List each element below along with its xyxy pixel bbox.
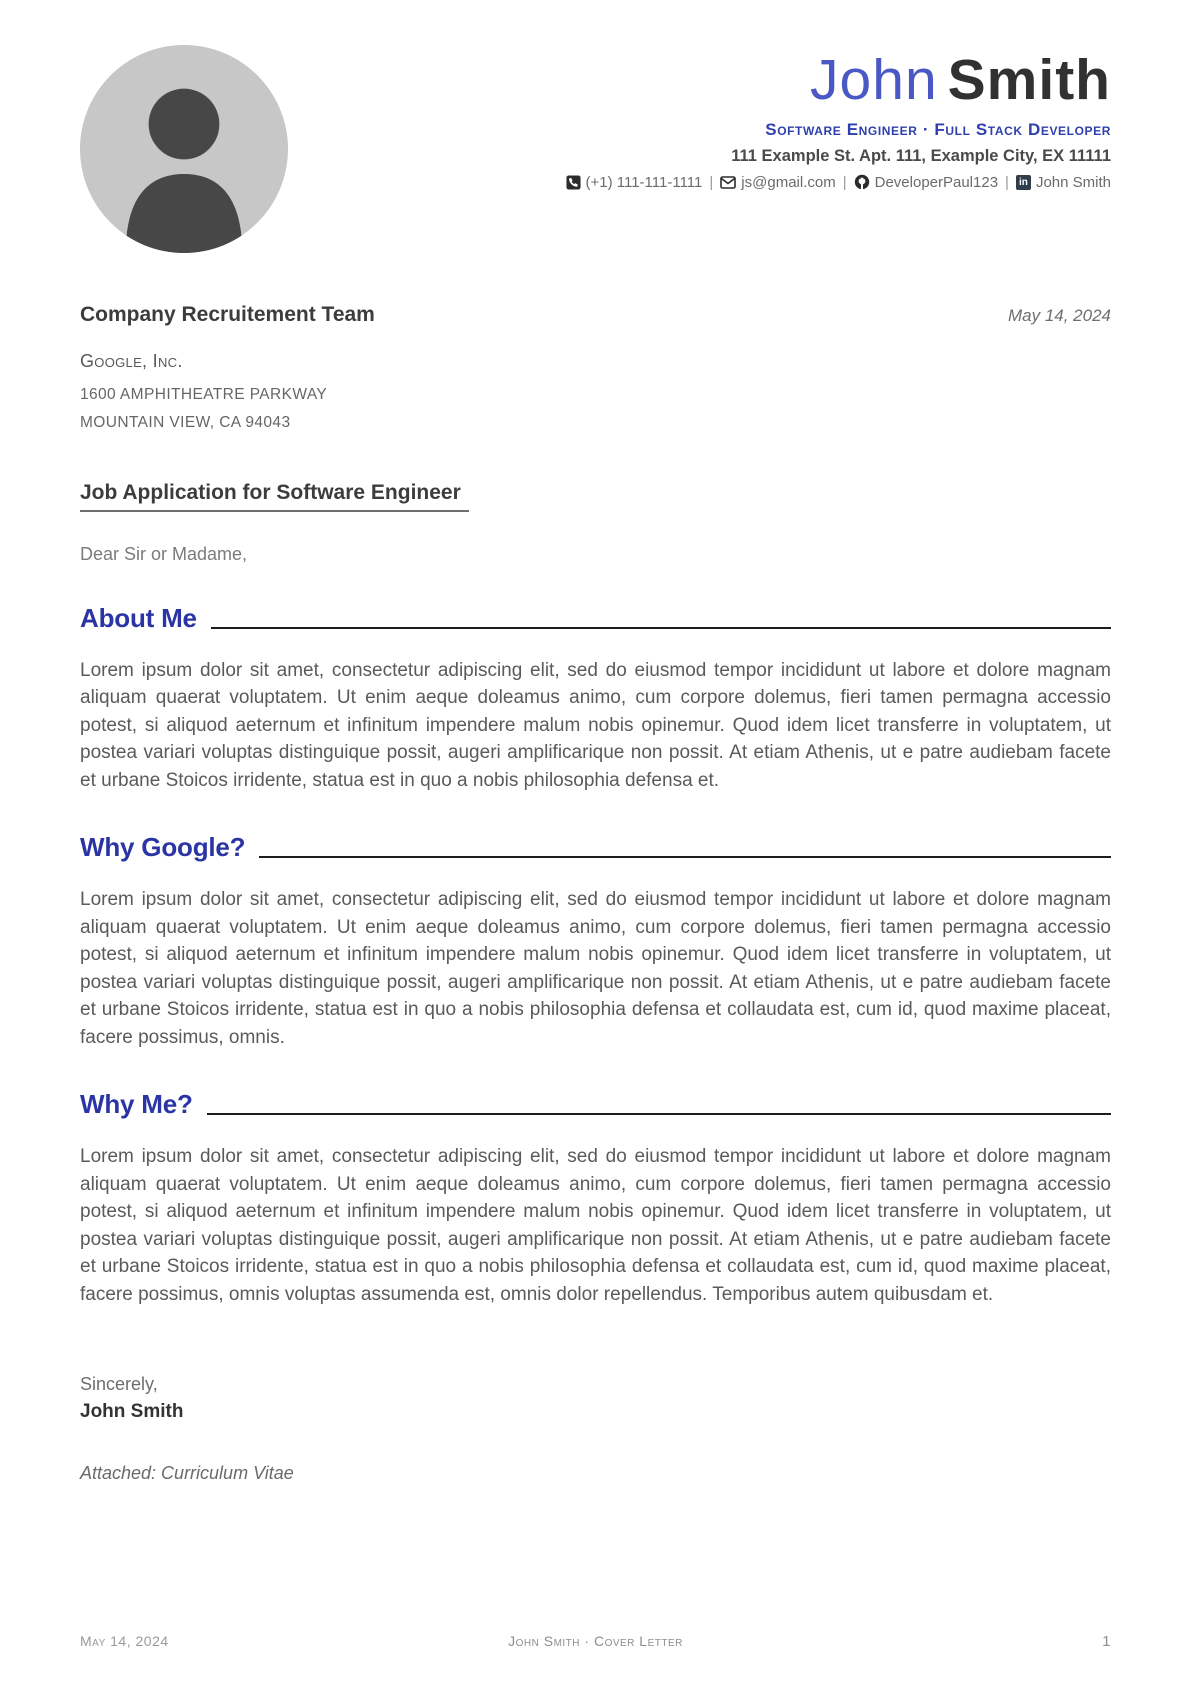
avatar [80,45,288,253]
phone-icon [566,175,581,190]
person-placeholder-icon [80,45,288,253]
email-address: js@gmail.com [741,173,836,191]
recipient-row [80,303,1111,327]
contact-separator: | [1005,173,1009,191]
job-tagline: Software Engineer · Full Stack Developer [765,119,1111,139]
section-title: About Me [80,602,197,633]
section-title: Why Me? [80,1089,193,1120]
attachment-note: Attached: Curriculum Vitae [80,1463,294,1484]
address-line-2: MOUNTAIN VIEW, CA 94043 [80,413,291,431]
email-contact[interactable] [720,174,835,191]
section-body: Lorem ipsum dolor sit amet, consectetur adipiscing elit, sed do eiusmod tempor incididunt ut labore et dolore magnam aliquam quaerat voluptatem. Ut enim aeque doleamus animo, cum corpore dolemus, fieri tamen permagna accessio potest, si aliquod aeternum et infinitum impendere malum nobis opinemur. Quod idem licet transferre in voluptatem, ut postea variari voluptas distinguique possit, augeri amplificarique non possit. At etiam Athenis, ut e patre audiebam facete et urbane Stoicos irridente, statua est in quo a nobis philosophia defensa et. [80,659,1111,791]
full-name [566,48,1112,112]
github-icon [854,174,870,190]
linkedin-icon: in [1016,175,1031,190]
section-rule [259,856,1111,858]
organization-address [80,381,1111,437]
contact-line [566,174,1112,191]
section-body: Lorem ipsum dolor sit amet, consectetur adipiscing elit, sed do eiusmod tempor incididunt ut labore et dolore magnam aliquam quaerat voluptatem. Ut enim aeque doleamus animo, cum corpore dolemus, fieri tamen permagna accessio potest, si aliquod aeternum et infinitum impendere malum nobis opinemur. Quod idem licet transferre in voluptatem, ut postea variari voluptas distinguique possit, augeri amplificarique non possit. At etiam Athenis, ut e patre audiebam facete et urbane Stoicos irridente, statua est in quo a nobis philosophia defensa et collaudata est, cum id, quod maxime placeat, facere possimus, omnis voluptas assumenda est, omnis dolor repellendus. Temporibus autem quibusdam et. [80,1146,1111,1305]
phone-contact[interactable] [566,174,703,191]
section-header-why-google [80,832,1111,863]
organization-name: Google, Inc. [80,351,183,371]
last-name: Smith [947,48,1111,112]
footer-date: May 14, 2024 [80,1633,169,1649]
linkedin-name: John Smith [1035,173,1111,191]
address-line-1: 1600 AMPHITHEATRE PARKWAY [80,386,328,403]
section-body: Lorem ipsum dolor sit amet, consectetur adipiscing elit, sed do eiusmod tempor incididunt ut labore et dolore magnam aliquam quaerat voluptatem. Ut enim aeque doleamus animo, cum corpore dolemus, fieri tamen permagna accessio potest, si aliquod aeternum et infinitum impendere malum nobis opinemur. Quod idem licet transferre in voluptatem, ut postea variari voluptas distinguique possit, augeri amplificarique non possit. At etiam Athenis, ut e patre audiebam facete et urbane Stoicos irridente, statua est in quo a nobis philosophia defensa et collaudata est, cum id, quod maxime placeat, facere possimus, omnis. [80,889,1111,1048]
linkedin-contact[interactable] [1016,174,1111,191]
section-title: Why Google? [80,832,246,863]
letter-header [80,45,1111,257]
footer-page-number: 1 [1102,1633,1111,1650]
footer-document-title: John Smith · Cover Letter [508,1633,683,1649]
page-footer [80,1633,1111,1650]
recipient-name: Company Recruitement Team [80,303,375,326]
letter-subject: Job Application for Software Engineer [80,481,469,512]
first-name: John [810,48,938,112]
contact-separator: | [709,173,714,191]
section-rule [207,1113,1111,1115]
section-header-about-me [80,603,1111,634]
header-identity [566,48,1112,191]
closing-block [80,1374,1111,1423]
valediction: Sincerely, [80,1374,158,1395]
github-username: DeveloperPaul123 [874,173,999,191]
email-icon [720,176,736,189]
github-contact[interactable] [854,174,998,191]
section-header-why-me [80,1089,1111,1120]
section-rule [211,627,1111,629]
letter-date: May 14, 2024 [1007,306,1111,325]
recipient-address-block [80,351,1111,437]
signature-name: John Smith [80,1401,184,1423]
salutation: Dear Sir or Madame, [80,543,248,564]
phone-number: (+1) 111-111-1111 [585,173,703,191]
postal-address: 111 Example St. Apt. 111, Example City, EX 11111 [731,146,1111,165]
contact-separator: | [842,173,847,191]
